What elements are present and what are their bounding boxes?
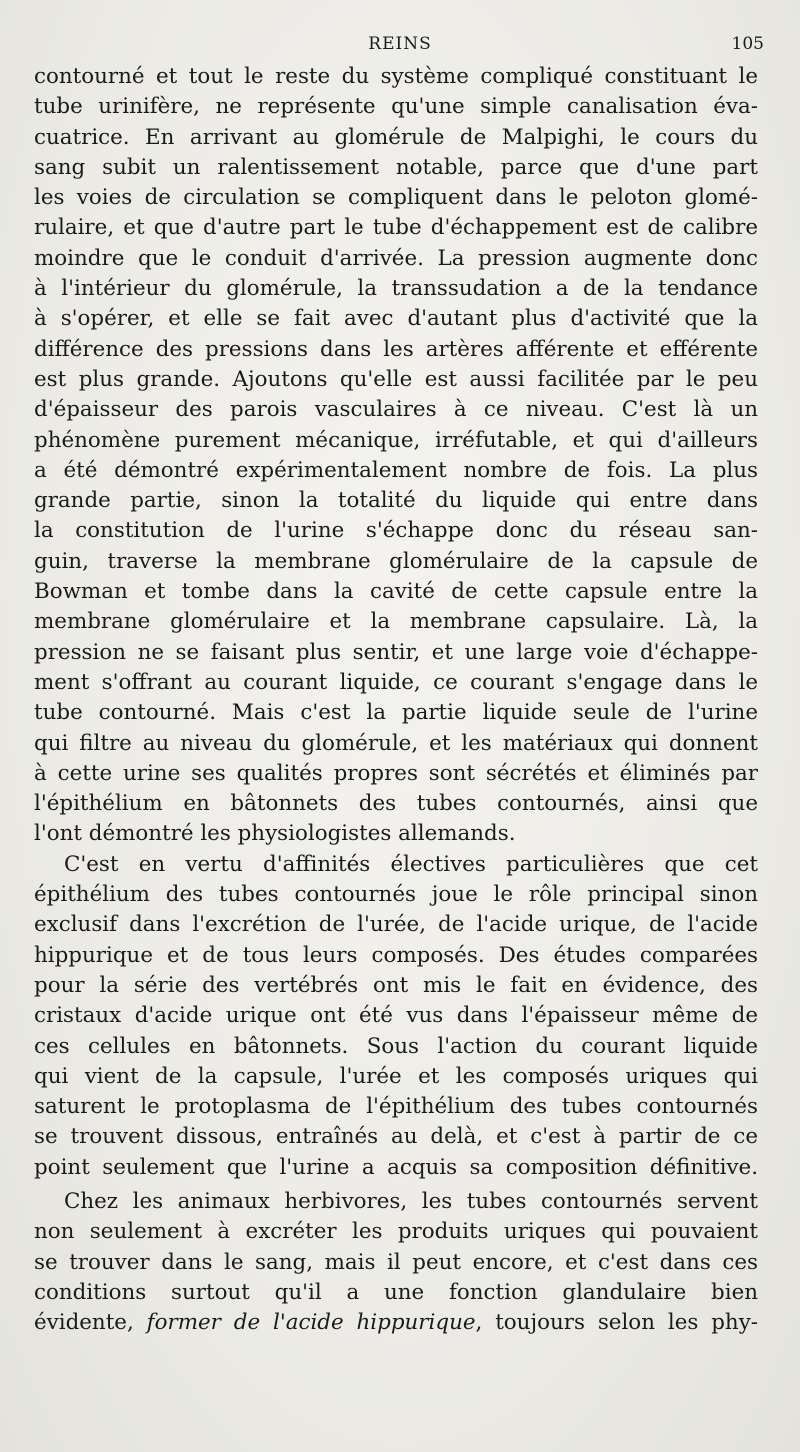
text-line: pour la série des vertébrés ont mis le fait en évidence, des xyxy=(34,972,758,998)
text-line: phénomène purement mécanique, irréfutable, et qui d'ailleurs xyxy=(34,427,758,453)
running-head xyxy=(36,34,764,60)
text-segment: , toujours selon les phy- xyxy=(475,1310,758,1336)
text-line: non seulement à excréter les produits uriques qui pouvaient xyxy=(34,1219,758,1245)
text-line: tube urinifère, ne représente qu'une simple canalisation éva- xyxy=(34,94,758,120)
text-line: rulaire, et que d'autre part le tube d'échappement est de calibre xyxy=(34,215,758,241)
text-line: les voies de circulation se compliquent dans le peloton glomé- xyxy=(34,185,758,211)
page-number: 105 xyxy=(731,34,764,54)
text-line: se trouver dans le sang, mais il peut encore, et c'est dans ces xyxy=(34,1249,758,1275)
text-line: grande partie, sinon la totalité du liquide qui entre dans xyxy=(34,488,758,514)
text-line: à cette urine ses qualités propres sont sécrétés et éliminés par xyxy=(34,760,758,786)
text-line: point seulement que l'urine a acquis sa composition définitive. xyxy=(34,1154,758,1180)
text-line: moindre que le conduit d'arrivée. La pression augmente donc xyxy=(34,245,758,271)
text-line: Chez les animaux herbivores, les tubes contournés servent xyxy=(64,1188,758,1214)
text-line: d'épaisseur des parois vasculaires à ce niveau. C'est là un xyxy=(34,397,758,423)
text-line-final xyxy=(34,1308,758,1338)
text-line: cuatrice. En arrivant au glomérule de Malpighi, le cours du xyxy=(34,124,758,150)
text-line: l'ont démontré les physiologistes allemands. xyxy=(34,821,516,847)
text-line: saturent le protoplasma de l'épithélium des tubes contournés xyxy=(34,1094,758,1120)
text-line: ment s'offrant au courant liquide, ce courant s'engage dans le xyxy=(34,669,758,695)
text-line: sang subit un ralentissement notable, parce que d'une part xyxy=(34,154,758,180)
text-line: contourné et tout le reste du système compliqué constituant le xyxy=(34,64,758,89)
text-line: qui vient de la capsule, l'urée et les composés uriques qui xyxy=(34,1063,758,1089)
text-line: Bowman et tombe dans la cavité de cette capsule entre la xyxy=(34,579,758,605)
body-text xyxy=(34,62,758,1338)
text-line: à l'intérieur du glomérule, la transsudation a de la tendance xyxy=(34,276,758,302)
text-line: épithélium des tubes contournés joue le rôle principal sinon xyxy=(34,882,758,908)
italic-phrase: former de l'acide hippurique xyxy=(146,1310,476,1336)
text-line: différence des pressions dans les artères afférente et efférente xyxy=(34,336,758,362)
running-title: REINS xyxy=(368,34,432,54)
text-line: cristaux d'acide urique ont été vus dans l'épaisseur même de xyxy=(34,1003,758,1029)
text-line: membrane glomérulaire et la membrane capsulaire. Là, la xyxy=(34,609,758,635)
text-line: a été démontré expérimentalement nombre de fois. La plus xyxy=(34,457,758,483)
text-line: qui filtre au niveau du glomérule, et les matériaux qui donnent xyxy=(34,730,758,756)
text-line: est plus grande. Ajoutons qu'elle est aussi facilitée par le peu xyxy=(34,366,758,392)
text-line: l'épithélium en bâtonnets des tubes contournés, ainsi que xyxy=(34,791,758,817)
text-line: conditions surtout qu'il a une fonction glandulaire bien xyxy=(34,1279,758,1305)
text-line: guin, traverse la membrane glomérulaire de la capsule de xyxy=(34,548,758,574)
text-line: se trouvent dissous, entraînés au delà, et c'est à partir de ce xyxy=(34,1124,758,1150)
text-line: C'est en vertu d'affinités électives particulières que cet xyxy=(64,851,758,877)
text-line: ces cellules en bâtonnets. Sous l'action du courant liquide xyxy=(34,1033,758,1059)
paragraph-2 xyxy=(34,850,758,1183)
text-line: tube contourné. Mais c'est la partie liquide seule de l'urine xyxy=(34,700,758,726)
text-line: exclusif dans l'excrétion de l'urée, de l'acide urique, de l'acide xyxy=(34,912,758,938)
paragraph-1 xyxy=(34,62,758,850)
paragraph-3 xyxy=(34,1187,758,1338)
text-line: hippurique et de tous leurs composés. Des études comparées xyxy=(34,942,758,968)
text-line: pression ne se faisant plus sentir, et une large voie d'échappe- xyxy=(34,639,758,665)
text-line: la constitution de l'urine s'échappe donc du réseau san- xyxy=(34,518,758,544)
text-segment: évidente, xyxy=(34,1310,147,1336)
text-line: à s'opérer, et elle se fait avec d'autant plus d'activité que la xyxy=(34,306,758,332)
